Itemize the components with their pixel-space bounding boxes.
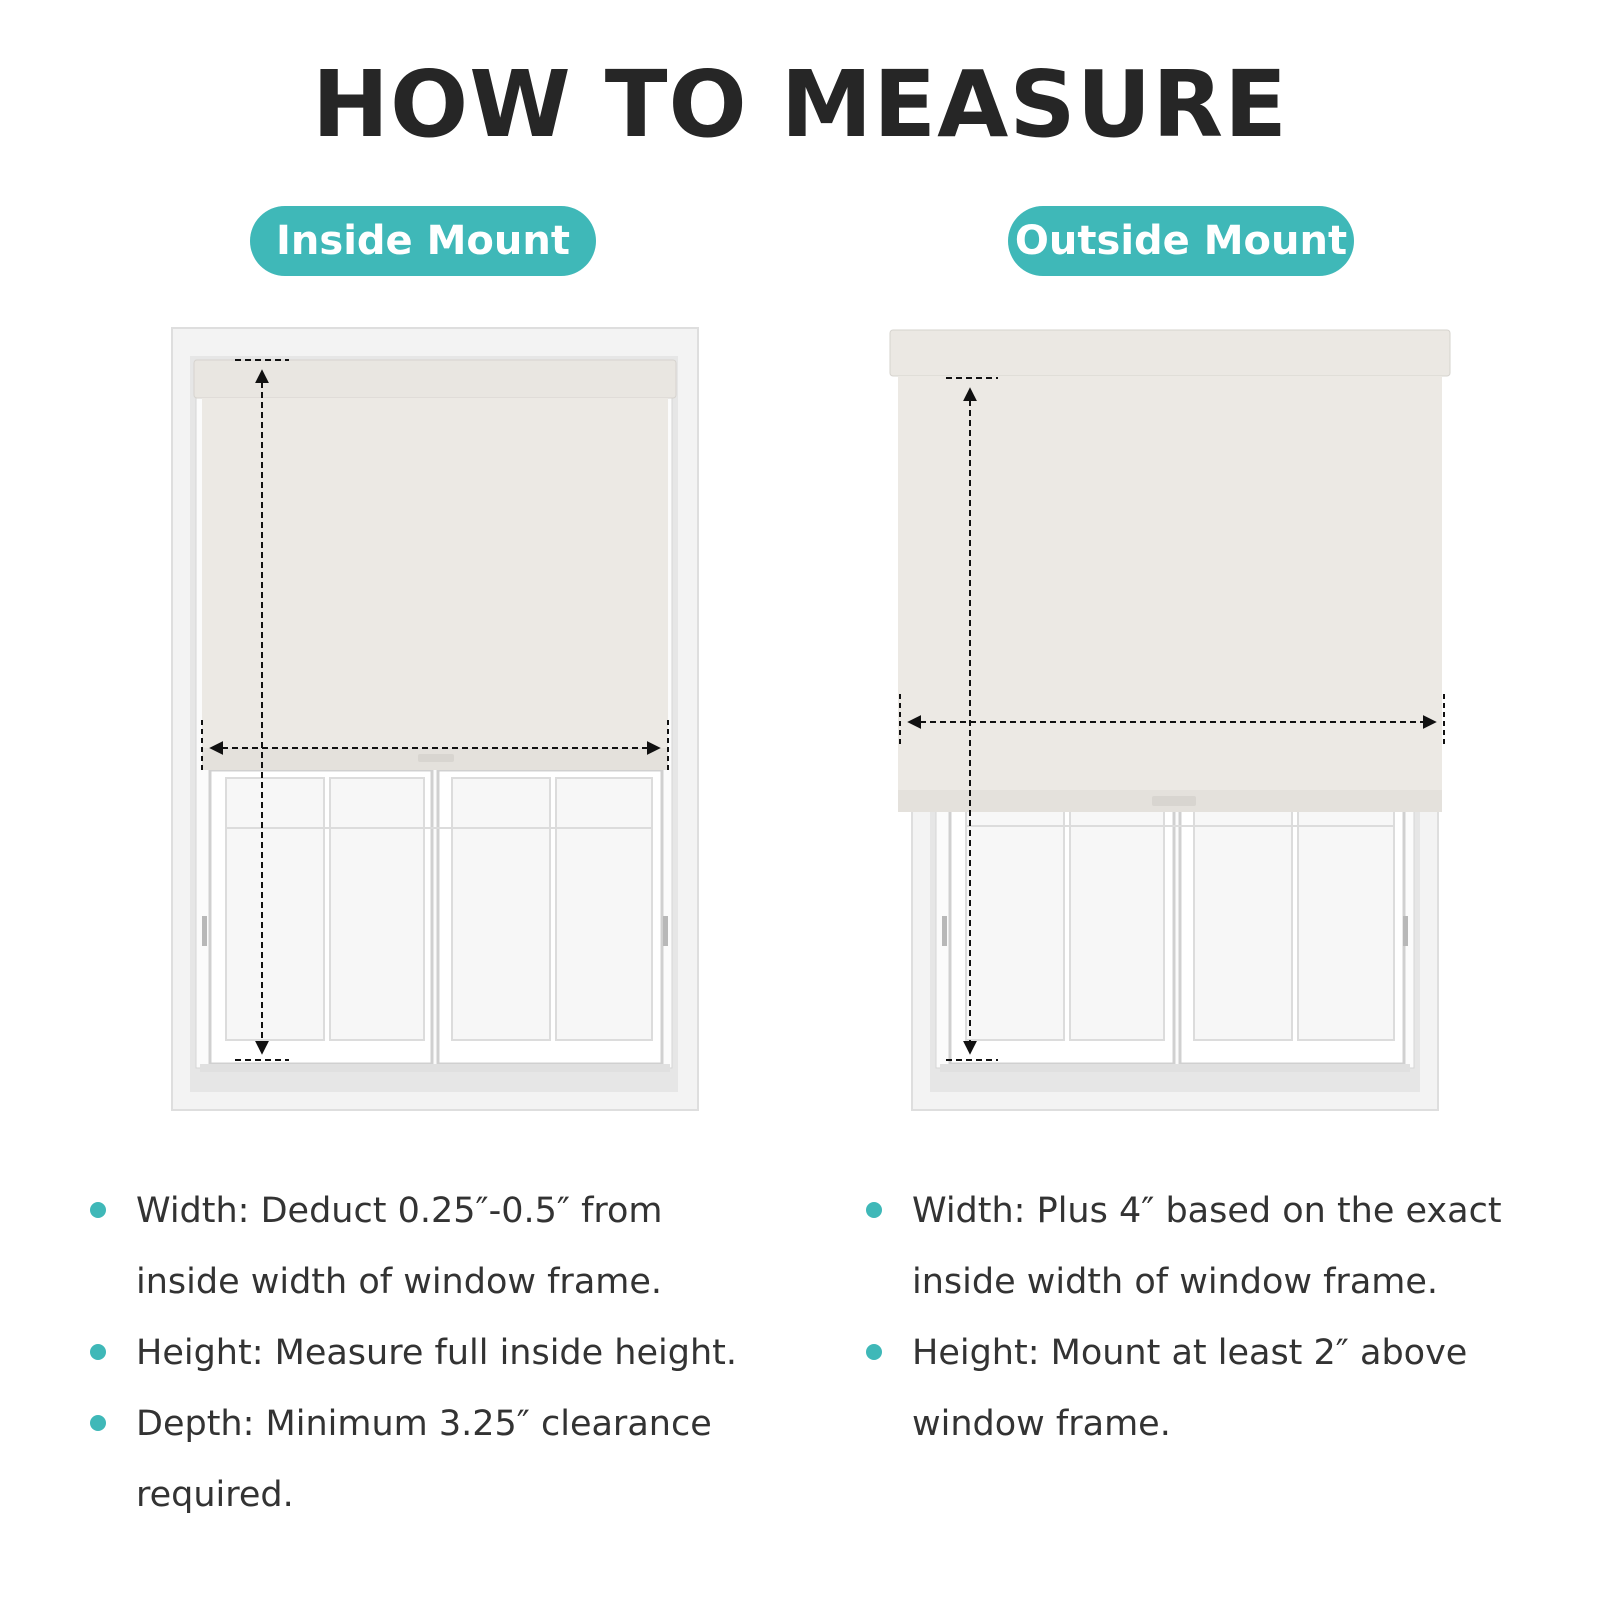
roller-shade (890, 330, 1450, 812)
bullet-dot (90, 1344, 106, 1360)
inside-depth-note: Depth: Minimum 3.25″ clearance required. (90, 1389, 770, 1531)
inside-width-note: Width: Deduct 0.25″-0.5″ from inside width of window frame. (90, 1176, 770, 1318)
outside-mount-badge: Outside Mount (1008, 206, 1354, 276)
roller-shade (194, 360, 676, 770)
bullet-dot (90, 1202, 106, 1218)
outside-height-note: Height: Mount at least 2″ above window frame. (866, 1318, 1566, 1460)
inside-mount-window (172, 328, 698, 1110)
outside-mount-notes (866, 1176, 1566, 1460)
inside-mount-badge: Inside Mount (250, 206, 596, 276)
page-title: HOW TO MEASURE (312, 51, 1288, 158)
inside-mount-notes (90, 1176, 770, 1531)
window-panes (940, 800, 1410, 1072)
inside-height-note: Height: Measure full inside height. (90, 1318, 770, 1389)
bullet-dot (90, 1415, 106, 1431)
outside-width-note: Width: Plus 4″ based on the exact inside width of window frame. (866, 1176, 1566, 1318)
bullet-dot (866, 1344, 882, 1360)
bullet-dot (866, 1202, 882, 1218)
outside-mount-window (890, 330, 1450, 1110)
